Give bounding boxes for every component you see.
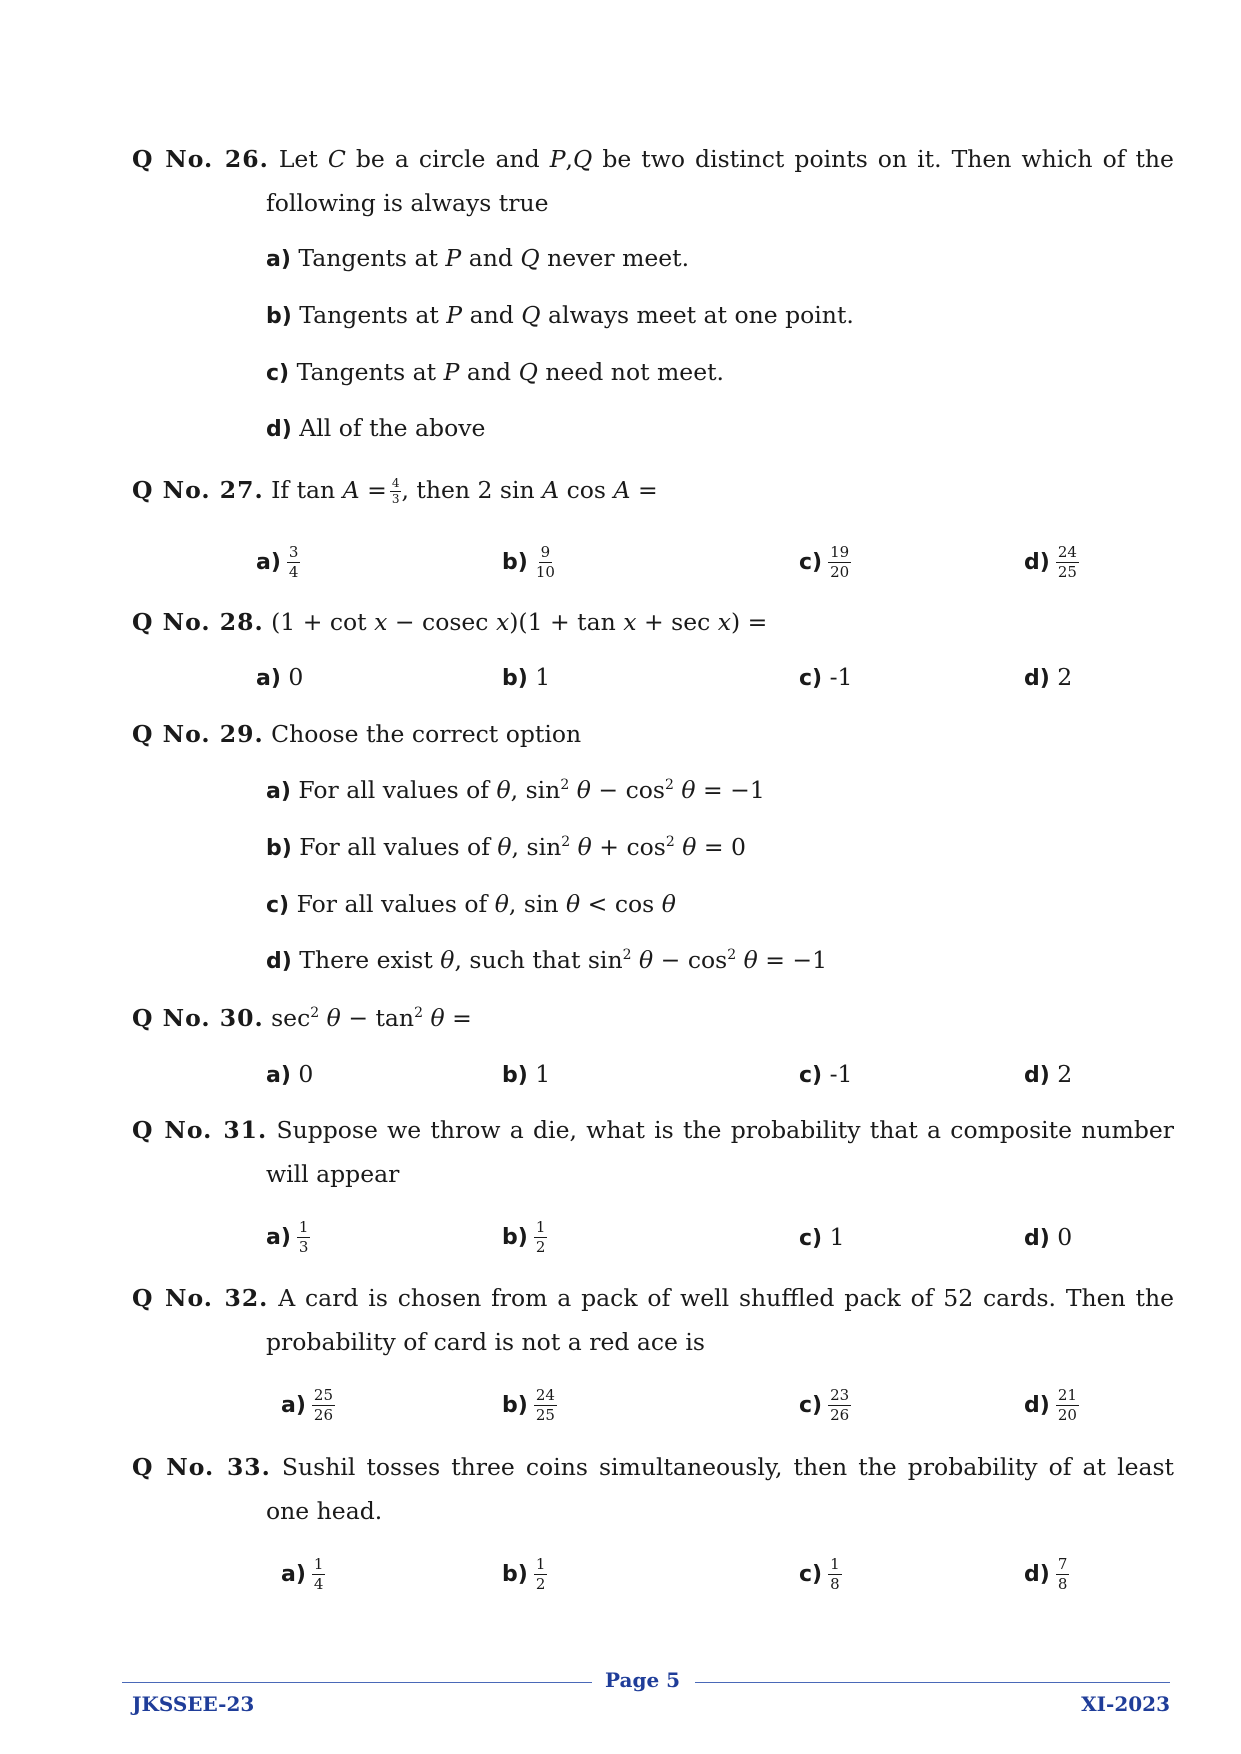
question-26-line-1 (132, 137, 1174, 181)
option-label: b) (266, 304, 292, 329)
fraction (390, 477, 402, 506)
math-expr: = 0 (703, 833, 747, 861)
question-31-line-1 (132, 1108, 1174, 1152)
exponent: 2 (665, 834, 675, 850)
option-label: c) (266, 361, 290, 386)
numerator: 3 (288, 543, 299, 561)
option-c (799, 544, 851, 581)
option-label: a) (266, 1063, 291, 1088)
question-text: one head. (266, 1497, 383, 1525)
option-b (502, 662, 550, 694)
fraction (1056, 1556, 1070, 1593)
numerator: 1 (535, 1555, 546, 1573)
math-var: A (342, 476, 360, 504)
option-c (799, 1387, 851, 1424)
math-var: θ (496, 776, 511, 804)
option-a (266, 1219, 310, 1256)
denominator: 3 (391, 492, 400, 506)
numerator: 9 (540, 543, 551, 561)
numerator: 1 (535, 1218, 546, 1236)
question-text: Choose the correct option (271, 720, 582, 748)
denominator: 2 (535, 1575, 546, 1593)
math-op: < (587, 890, 608, 918)
footer-rule-right (695, 1682, 1170, 1683)
option-text: 2 (1057, 1060, 1073, 1088)
numerator: 19 (830, 543, 850, 561)
math-func: sec (271, 1004, 311, 1032)
option-text: never meet. (547, 244, 690, 272)
denominator: 2 (535, 1238, 546, 1256)
option-label: a) (256, 550, 281, 575)
math-var: x (495, 608, 510, 636)
math-func: sin (523, 890, 559, 918)
question-text: be two distinct points on it. Then which of the (602, 145, 1174, 173)
option-c (799, 1222, 845, 1254)
question-text: following is always true (266, 189, 549, 217)
option-text: 2 (1057, 663, 1073, 691)
math-var: θ (430, 1004, 445, 1032)
option-c (799, 1059, 853, 1091)
option-a (256, 544, 300, 581)
option-b (266, 300, 854, 332)
fraction (312, 1387, 335, 1424)
denominator: 8 (1057, 1575, 1068, 1593)
question-26 (132, 137, 1174, 225)
option-label: c) (799, 1393, 823, 1418)
option-label: c) (799, 1063, 823, 1088)
exponent: 2 (310, 1005, 320, 1021)
exponent: 2 (561, 834, 571, 850)
fraction (1056, 544, 1079, 581)
option-label: d) (1024, 666, 1050, 691)
fraction (534, 1387, 557, 1424)
option-text: , such that (454, 946, 581, 974)
math-func: cos (687, 946, 728, 974)
option-a (266, 243, 689, 275)
math-var: θ (743, 946, 758, 974)
option-text: -1 (829, 1060, 853, 1088)
option-label: d) (1024, 550, 1050, 575)
question-28 (132, 600, 1174, 644)
option-text: -1 (829, 663, 853, 691)
math-punct: , (508, 890, 517, 918)
math-punct: , (511, 833, 520, 861)
option-text: There exist (299, 946, 433, 974)
option-label: b) (266, 836, 292, 861)
option-b (266, 832, 746, 864)
math-expr: ) = (731, 608, 768, 636)
option-text: Tangents at (296, 358, 437, 386)
numerator: 23 (830, 1386, 850, 1404)
numerator: 24 (535, 1386, 555, 1404)
option-text: 0 (288, 663, 304, 691)
denominator: 25 (535, 1406, 555, 1424)
option-label: b) (502, 1225, 528, 1250)
question-number: Q No. 33. (132, 1453, 271, 1481)
option-d (266, 413, 485, 445)
question-27 (132, 468, 1174, 512)
option-d (1024, 662, 1072, 694)
math-var: θ (661, 890, 676, 918)
math-var: A (613, 476, 631, 504)
math-var: θ (497, 833, 512, 861)
option-b (502, 1219, 547, 1256)
math-func: − tan (348, 1004, 415, 1032)
denominator: 4 (288, 563, 299, 581)
question-32 (132, 1276, 1174, 1364)
numerator: 25 (313, 1386, 333, 1404)
numerator: 24 (1057, 543, 1077, 561)
option-d (1024, 544, 1079, 581)
denominator: 3 (298, 1238, 309, 1256)
math-var: x (374, 608, 388, 636)
question-32-line-1 (132, 1276, 1174, 1320)
option-text: always meet at one point. (548, 301, 854, 329)
question-33 (132, 1445, 1174, 1533)
numerator: 21 (1057, 1386, 1077, 1404)
fraction (312, 1556, 326, 1593)
exponent: 2 (622, 947, 632, 963)
question-number: Q No. 26. (132, 145, 269, 173)
option-label: a) (266, 247, 291, 272)
math-func: cos (566, 476, 606, 504)
math-punct: , (565, 145, 573, 173)
option-text: For all values of (298, 776, 489, 804)
fraction (534, 1556, 548, 1593)
fraction (1056, 1387, 1079, 1424)
option-d (1024, 1059, 1072, 1091)
option-label: b) (502, 1063, 528, 1088)
option-label: c) (266, 893, 290, 918)
math-var: Q (572, 145, 593, 173)
math-op: − (598, 776, 619, 804)
denominator: 25 (1057, 563, 1077, 581)
question-text: Suppose we throw a die, what is the probability that a composite number (276, 1116, 1174, 1144)
option-d (1024, 1387, 1079, 1424)
denominator: 4 (313, 1575, 324, 1593)
math-op: = (452, 1004, 472, 1032)
option-text: 1 (535, 663, 551, 691)
question-text: be a circle and (355, 145, 540, 173)
math-expr: = −1 (702, 776, 765, 804)
option-c (266, 357, 724, 389)
option-label: b) (502, 666, 528, 691)
numerator: 1 (313, 1555, 324, 1573)
math-var: x (717, 608, 732, 636)
math-var: θ (576, 776, 591, 804)
math-var: θ (566, 890, 581, 918)
option-text: 0 (1057, 1223, 1073, 1251)
option-text: All of the above (299, 414, 486, 442)
denominator: 26 (313, 1406, 333, 1424)
fraction (828, 544, 851, 581)
option-c (799, 662, 853, 694)
option-label: c) (799, 550, 823, 575)
option-c (266, 889, 676, 921)
numerator: 7 (1057, 1555, 1068, 1573)
option-label: b) (502, 550, 528, 575)
option-text: and (468, 244, 513, 272)
footer-class-year: XI-2023 (1081, 1692, 1170, 1716)
option-label: a) (281, 1562, 306, 1587)
option-text: and (469, 301, 514, 329)
math-var: P (445, 244, 462, 272)
question-number: Q No. 31. (132, 1116, 268, 1144)
question-29 (132, 712, 1174, 756)
math-var: θ (682, 833, 697, 861)
math-expr: )(1 + tan (509, 608, 616, 636)
math-var: P (446, 301, 463, 329)
question-text: probability of card is not a red ace is (266, 1328, 705, 1356)
option-text: Tangents at (298, 244, 438, 272)
option-label: c) (799, 666, 823, 691)
option-c (799, 1556, 842, 1593)
option-a (281, 1556, 325, 1593)
fraction (828, 1387, 851, 1424)
option-b (502, 1556, 547, 1593)
math-var: Q (518, 358, 538, 386)
math-func: cos (626, 833, 666, 861)
option-text: 1 (535, 1060, 551, 1088)
math-func: sin (587, 946, 623, 974)
option-label: d) (266, 949, 292, 974)
math-var: C (327, 145, 346, 173)
option-text: 1 (829, 1223, 845, 1251)
exponent: 2 (414, 1005, 423, 1021)
math-var: θ (639, 946, 654, 974)
option-a (266, 1059, 313, 1091)
option-b (502, 1059, 550, 1091)
footer-exam-code: JKSSEE-23 (132, 1692, 255, 1716)
numerator: 1 (830, 1555, 840, 1573)
question-number: Q No. 30. (132, 1004, 264, 1032)
option-a (281, 1387, 335, 1424)
question-30 (132, 996, 1174, 1040)
option-label: b) (502, 1393, 528, 1418)
math-var: P (549, 145, 566, 173)
math-var: A (542, 476, 560, 504)
math-punct: , (510, 776, 519, 804)
option-label: d) (1024, 1393, 1050, 1418)
option-label: d) (1024, 1562, 1050, 1587)
math-expr: + sec (643, 608, 711, 636)
math-expr: (1 + cot (271, 608, 367, 636)
math-var: θ (440, 946, 455, 974)
option-d (1024, 1222, 1072, 1254)
page-number: Page 5 (605, 1668, 681, 1692)
option-a (256, 662, 303, 694)
exponent: 2 (560, 777, 570, 793)
math-func: cos (614, 890, 655, 918)
math-func: tan (296, 476, 336, 504)
option-label: c) (799, 1226, 823, 1251)
option-label: a) (256, 666, 281, 691)
question-33-line-1 (132, 1445, 1174, 1489)
exponent: 2 (664, 777, 674, 793)
denominator: 26 (830, 1406, 850, 1424)
math-var: θ (577, 833, 592, 861)
math-op: − (660, 946, 681, 974)
denominator: 20 (1057, 1406, 1077, 1424)
option-label: a) (281, 1393, 306, 1418)
exponent: 2 (727, 947, 737, 963)
option-d (266, 945, 827, 977)
question-text: , then 2 sin (401, 476, 535, 504)
option-d (1024, 1556, 1069, 1593)
question-text: If (271, 476, 290, 504)
option-text: need not meet. (545, 358, 725, 386)
option-label: a) (266, 1225, 291, 1250)
footer-rule-left (122, 1682, 592, 1683)
numerator: 1 (298, 1218, 309, 1236)
question-text: A card is chosen from a pack of well shuffled pack of 52 cards. Then the (278, 1284, 1174, 1312)
math-expr: = −1 (765, 946, 828, 974)
math-var: P (443, 358, 460, 386)
math-op: = (637, 476, 658, 504)
math-expr: − cosec (394, 608, 489, 636)
math-var: x (623, 608, 637, 636)
option-text: For all values of (299, 833, 490, 861)
math-op: + (599, 833, 619, 861)
fraction (534, 544, 557, 581)
question-number: Q No. 32. (132, 1284, 269, 1312)
fraction (828, 1556, 842, 1593)
question-31 (132, 1108, 1174, 1196)
question-number: Q No. 28. (132, 608, 264, 636)
option-label: d) (1024, 1226, 1050, 1251)
option-a (266, 775, 765, 807)
math-var: Q (521, 301, 541, 329)
question-text: will appear (266, 1160, 400, 1188)
math-func: sin (525, 776, 561, 804)
option-label: c) (799, 1562, 823, 1587)
question-text: Let (278, 145, 318, 173)
fraction (297, 1219, 311, 1256)
denominator: 10 (535, 563, 555, 581)
math-func: sin (526, 833, 562, 861)
denominator: 8 (830, 1575, 840, 1593)
option-text: 0 (298, 1060, 314, 1088)
option-text: For all values of (296, 890, 488, 918)
math-var: θ (326, 1004, 341, 1032)
option-b (502, 1387, 557, 1424)
numerator: 4 (391, 476, 400, 490)
math-op: = (367, 476, 387, 504)
question-text: Sushil tosses three coins simultaneously, then the probability of at least (281, 1453, 1175, 1481)
option-label: d) (266, 417, 292, 442)
fraction (534, 1219, 548, 1256)
option-label: d) (1024, 1063, 1050, 1088)
denominator: 20 (830, 563, 850, 581)
question-number: Q No. 29. (132, 720, 264, 748)
math-var: θ (494, 890, 509, 918)
fraction (287, 544, 301, 581)
option-b (502, 544, 557, 581)
math-func: cos (625, 776, 665, 804)
question-number: Q No. 27. (132, 476, 264, 504)
math-var: θ (681, 776, 696, 804)
option-text: and (466, 358, 512, 386)
option-label: b) (502, 1562, 528, 1587)
option-label: a) (266, 779, 291, 804)
option-text: Tangents at (299, 301, 439, 329)
math-var: Q (520, 244, 540, 272)
